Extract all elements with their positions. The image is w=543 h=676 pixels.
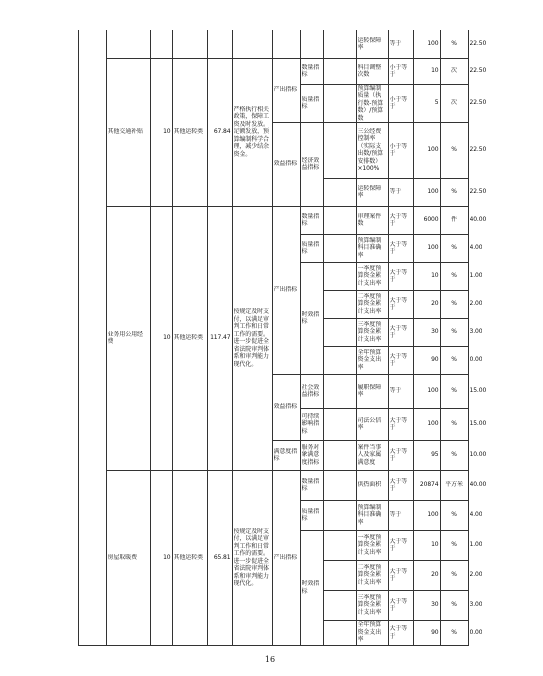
cell-border — [323, 122, 324, 178]
target-value: 90 — [431, 628, 439, 636]
cell-border — [323, 440, 469, 441]
cell-border — [413, 262, 414, 290]
cell-border — [356, 440, 357, 470]
cell-border — [323, 374, 324, 408]
cell-border — [388, 590, 389, 620]
cell-border — [300, 30, 301, 58]
cell-border — [207, 206, 208, 470]
level2-indicator: 质量指标 — [301, 95, 320, 110]
measure-unit: % — [451, 387, 457, 394]
cell-border — [150, 206, 151, 470]
indicator-name: 预算编制科目准确率 — [357, 236, 382, 259]
indicator-name: 供热面积 — [357, 481, 382, 488]
target-value: 90 — [431, 356, 439, 363]
cell-border — [232, 58, 233, 206]
cell-border — [172, 30, 173, 58]
comparison-operator: 等于 — [389, 511, 402, 518]
comparison-operator: 等于 — [389, 188, 402, 195]
score-weight: 15.00 — [469, 387, 487, 394]
cell-border — [413, 234, 414, 262]
cell-border — [172, 58, 173, 206]
cell-border — [172, 470, 173, 645]
cell-border — [323, 30, 324, 58]
cell-border — [150, 470, 151, 645]
cell-border — [323, 234, 324, 262]
cell-border — [78, 30, 79, 645]
comparison-operator: 大于等于 — [389, 625, 408, 640]
comparison-operator: 大于等于 — [389, 477, 408, 492]
score-weight: 2.00 — [469, 300, 483, 307]
cell-border — [440, 530, 441, 560]
cell-border — [323, 560, 469, 561]
cell-border — [272, 30, 273, 58]
target-value: 100 — [427, 40, 439, 47]
cell-border — [323, 206, 469, 207]
cell-border — [150, 30, 151, 58]
cell-border — [413, 560, 414, 590]
page-number: 16 — [264, 655, 276, 664]
score-weight: 2.00 — [469, 571, 483, 578]
cell-border — [388, 440, 389, 470]
target-value: 100 — [427, 188, 439, 195]
cell-border — [440, 500, 441, 530]
cell-border — [323, 58, 469, 59]
cell-border — [323, 620, 324, 645]
measure-unit: 次 — [451, 67, 457, 74]
indicator-name: 履职保障率 — [357, 383, 382, 398]
cell-border — [323, 620, 469, 621]
target-value: 100 — [427, 420, 439, 427]
cell-border — [323, 408, 324, 440]
cell-border — [323, 500, 324, 530]
cell-border — [323, 84, 324, 122]
indicator-name: 二季度预算资金累计支出率 — [357, 563, 382, 586]
project-name: 其他交通补贴 — [107, 128, 143, 135]
measure-unit: % — [451, 40, 457, 47]
cell-border — [323, 470, 469, 471]
cell-border — [356, 530, 357, 560]
level1-indicator: 产出指标 — [273, 553, 298, 561]
cell-border — [413, 620, 414, 645]
target-value: 20874 — [419, 481, 439, 488]
measure-unit: % — [451, 628, 457, 636]
funding-level: 10 — [163, 128, 171, 135]
funding-level: 10 — [163, 334, 171, 341]
cell-border — [440, 560, 441, 590]
score-weight: 22.50 — [469, 188, 487, 195]
cell-border — [388, 470, 389, 500]
cell-border — [207, 470, 208, 645]
cell-border — [413, 290, 414, 318]
measure-unit: % — [451, 328, 457, 335]
indicator-name: 司法公信率 — [357, 416, 382, 431]
measure-unit: % — [451, 356, 457, 363]
indicator-name: 全年预算资金支出率 — [357, 348, 382, 371]
cell-border — [356, 318, 357, 346]
cell-border — [300, 58, 301, 122]
level2-indicator: 社会效益指标 — [301, 383, 320, 398]
cell-border — [440, 234, 441, 262]
cell-border — [323, 290, 324, 318]
cell-border — [388, 58, 389, 84]
cell-border — [440, 58, 441, 84]
cell-border — [413, 374, 414, 408]
cell-border — [356, 206, 357, 234]
measure-unit: % — [451, 272, 457, 279]
cell-border — [356, 620, 357, 645]
cell-border — [232, 470, 233, 645]
cell-border — [440, 374, 441, 408]
score-weight: 1.00 — [469, 272, 483, 279]
comparison-operator: 大于等于 — [389, 268, 408, 283]
measure-unit: % — [451, 541, 457, 548]
score-weight: 22.50 — [469, 146, 487, 153]
measure-unit: 件 — [451, 216, 457, 223]
comparison-operator: 大于等于 — [389, 212, 408, 227]
measure-unit: % — [451, 188, 457, 195]
measure-unit: % — [451, 300, 457, 307]
level1-indicator: 效益指标 — [273, 160, 298, 167]
funding-type: 其他运转类 — [173, 553, 204, 561]
indicator-name: 一季度预算资金累计支出率 — [357, 264, 382, 287]
cell-border — [356, 470, 357, 500]
level2-indicator: 数量指标 — [301, 212, 320, 227]
cell-border — [413, 440, 414, 470]
target-value: 95 — [431, 451, 439, 458]
comparison-operator: 大于等于 — [389, 447, 408, 462]
score-weight: 0.00 — [469, 628, 483, 636]
level2-indicator: 数量指标 — [301, 477, 320, 492]
cell-border — [388, 500, 389, 530]
score-weight: 4.00 — [469, 511, 483, 518]
cell-border — [388, 290, 389, 318]
level1-indicator: 产出指标 — [273, 86, 298, 93]
level2-indicator: 时效指标 — [301, 580, 320, 595]
cell-border — [323, 206, 324, 234]
cell-border — [106, 30, 107, 58]
cell-border — [440, 178, 441, 206]
score-weight: 1.00 — [469, 541, 483, 548]
level2-indicator: 可持续影响指标 — [301, 412, 320, 435]
target-value: 5 — [434, 99, 439, 106]
level2-indicator: 服务对象满意度指标 — [301, 443, 320, 466]
cell-border — [323, 262, 469, 263]
comparison-operator: 大于等于 — [389, 324, 408, 339]
cell-border — [106, 470, 107, 645]
comparison-operator: 大于等于 — [389, 567, 408, 582]
score-weight: 3.00 — [469, 328, 483, 335]
indicator-name: 预算编制科目准确率 — [357, 503, 382, 526]
cell-border — [323, 440, 324, 470]
score-weight: 3.00 — [469, 601, 483, 608]
score-weight: 22.50 — [469, 67, 487, 74]
cell-border — [413, 470, 414, 500]
cell-border — [106, 58, 107, 206]
level2-indicator: 质量指标 — [301, 240, 320, 255]
level1-indicator: 满意度指标 — [273, 447, 298, 462]
measure-unit: % — [451, 420, 457, 427]
cell-border — [388, 234, 389, 262]
cell-border — [356, 500, 357, 530]
cell-border — [232, 30, 233, 58]
target-value: 100 — [427, 244, 439, 251]
cell-border — [413, 30, 414, 58]
target-value: 10 — [431, 67, 439, 74]
cell-border — [440, 290, 441, 318]
comparison-operator: 小于等于 — [389, 95, 408, 110]
cell-border — [356, 30, 357, 58]
cell-border — [207, 58, 208, 206]
cell-border — [323, 122, 469, 123]
cell-border — [440, 262, 441, 290]
cell-border — [388, 30, 389, 58]
indicator-name: 三季度预算资金累计支出率 — [357, 593, 382, 616]
level2-indicator: 时效指标 — [301, 310, 320, 325]
cell-border — [323, 590, 324, 620]
cell-border — [356, 408, 357, 440]
cell-border — [356, 84, 357, 122]
cell-border — [300, 374, 301, 440]
cell-border — [413, 122, 414, 178]
indicator-name: 三公经费控制率（实际支出数/预算安排数）×100% — [357, 127, 384, 172]
cell-border — [356, 178, 357, 206]
indicator-name: 运转保障率 — [357, 36, 382, 51]
cell-border — [323, 530, 469, 531]
budget-amount: 65.81 — [213, 553, 231, 561]
score-weight: 0.00 — [469, 356, 483, 363]
cell-border — [413, 530, 414, 560]
cell-border — [323, 262, 324, 290]
cell-border — [323, 234, 469, 235]
cell-border — [323, 178, 324, 206]
target-value: 10 — [431, 541, 439, 548]
cell-border — [440, 318, 441, 346]
cell-border — [356, 560, 357, 590]
cell-border — [440, 440, 441, 470]
cell-border — [388, 122, 389, 178]
comparison-operator: 等于 — [389, 40, 402, 47]
target-value: 30 — [431, 601, 439, 608]
cell-border — [413, 318, 414, 346]
indicator-name: 三季度预算资金累计支出率 — [357, 320, 382, 343]
cell-border — [440, 346, 441, 374]
cell-border — [413, 84, 414, 122]
funding-type: 其他运转类 — [173, 334, 204, 341]
measure-unit: % — [451, 571, 457, 578]
cell-border — [323, 290, 469, 291]
cell-border — [323, 500, 469, 501]
cell-border — [440, 84, 441, 122]
funding-type: 其他运转类 — [173, 128, 204, 135]
cell-border — [323, 590, 469, 591]
comparison-operator: 等于 — [389, 387, 402, 394]
cell-border — [323, 470, 324, 500]
cell-border — [323, 374, 469, 375]
cell-border — [323, 84, 469, 85]
target-value: 30 — [431, 328, 439, 335]
cell-border — [356, 122, 357, 178]
cell-border — [413, 500, 414, 530]
comparison-operator: 大于等于 — [389, 240, 408, 255]
measure-unit: % — [451, 244, 457, 251]
comparison-operator: 大于等于 — [389, 416, 408, 431]
comparison-operator: 大于等于 — [389, 537, 408, 552]
cell-border — [300, 206, 301, 374]
cell-border — [413, 58, 414, 84]
target-value: 100 — [427, 387, 439, 394]
measure-unit: % — [451, 511, 457, 518]
indicator-name: 一季度预算资金累计支出率 — [357, 533, 382, 556]
cell-border — [172, 206, 173, 470]
project-name: 房屋取暖费 — [107, 553, 138, 561]
score-weight: 40.00 — [469, 481, 487, 488]
level1-indicator: 产出指标 — [273, 286, 298, 293]
budget-amount: 67.84 — [213, 128, 231, 135]
cell-border — [272, 206, 273, 470]
measure-unit: % — [451, 601, 457, 608]
cell-border — [356, 58, 357, 84]
score-weight: 4.00 — [469, 244, 483, 251]
indicator-name: 审理案件数 — [357, 212, 382, 227]
cell-border — [388, 262, 389, 290]
target-value: 100 — [427, 511, 439, 518]
measure-unit: % — [451, 146, 457, 153]
cell-border — [440, 122, 441, 178]
target-value: 20 — [431, 571, 439, 578]
cell-border — [323, 346, 324, 374]
comparison-operator: 大于等于 — [389, 296, 408, 311]
indicator-name: 二季度预算资金累计支出率 — [357, 292, 382, 315]
indicator-name: 案件当事人及家属满意度 — [357, 443, 382, 466]
cell-border — [388, 620, 389, 645]
cell-border — [440, 30, 441, 58]
funding-level: 10 — [163, 553, 171, 561]
cell-border — [440, 206, 441, 234]
measure-unit: 平方米 — [445, 481, 463, 488]
indicator-name: 全年预算资金支出率 — [357, 621, 382, 643]
cell-border — [323, 408, 469, 409]
performance-goal: 严格执行相关政策，保障工资及时发放。足额发放，预算编制科学合理，减少结余资金。 — [233, 105, 269, 158]
cell-border — [300, 440, 301, 470]
indicator-name: 科目调整次数 — [357, 63, 382, 78]
cell-border — [440, 620, 441, 645]
score-weight: 15.00 — [469, 420, 487, 427]
cell-border — [106, 206, 107, 470]
cell-border — [323, 530, 324, 560]
score-weight: 22.50 — [469, 99, 487, 106]
cell-border — [272, 58, 273, 206]
cell-border — [388, 374, 389, 408]
cell-border — [440, 590, 441, 620]
comparison-operator: 大于等于 — [389, 597, 408, 612]
performance-goal: 按规定及时支付，以满足审判工作和日常工作的需要。进一步促进全省法院审判体系和审判能力现代化。 — [233, 308, 269, 368]
target-value: 6000 — [423, 216, 439, 223]
cell-border — [440, 408, 441, 440]
target-value: 10 — [431, 272, 439, 279]
level2-indicator: 经济效益指标 — [301, 156, 320, 171]
cell-border — [388, 408, 389, 440]
cell-border — [356, 590, 357, 620]
cell-border — [388, 530, 389, 560]
cell-border — [207, 30, 208, 58]
score-weight: 10.00 — [469, 451, 487, 458]
cell-border — [388, 318, 389, 346]
cell-border — [323, 178, 469, 179]
comparison-operator: 大于等于 — [389, 352, 408, 367]
indicator-name: 预算编制质量（执行数-预算数）/预算数 — [357, 84, 384, 122]
cell-border — [413, 178, 414, 206]
cell-border — [323, 318, 469, 319]
cell-border — [150, 58, 151, 206]
cell-border — [272, 470, 273, 645]
comparison-operator: 小于等于 — [389, 63, 408, 78]
cell-border — [413, 346, 414, 374]
cell-border — [413, 590, 414, 620]
cell-border — [356, 290, 357, 318]
target-value: 20 — [431, 300, 439, 307]
indicator-name: 运转保障率 — [357, 184, 382, 199]
cell-border — [356, 374, 357, 408]
cell-border — [440, 470, 441, 500]
cell-border — [388, 346, 389, 374]
cell-border — [388, 84, 389, 122]
score-weight: 40.00 — [469, 216, 487, 223]
project-name: 业务用公用经费 — [107, 330, 143, 345]
cell-border — [413, 408, 414, 440]
cell-border — [323, 318, 324, 346]
cell-border — [78, 645, 469, 646]
cell-border — [356, 262, 357, 290]
cell-border — [356, 234, 357, 262]
measure-unit: 次 — [451, 99, 457, 106]
cell-border — [323, 346, 469, 347]
comparison-operator: 小于等于 — [389, 142, 408, 157]
budget-amount: 117.47 — [210, 334, 231, 341]
cell-border — [388, 206, 389, 234]
cell-border — [388, 178, 389, 206]
level2-indicator: 质量指标 — [301, 507, 320, 522]
cell-border — [300, 470, 301, 645]
measure-unit: % — [451, 451, 457, 458]
level2-indicator: 数量指标 — [301, 63, 320, 78]
level1-indicator: 效益指标 — [273, 403, 298, 410]
cell-border — [323, 58, 324, 84]
target-value: 100 — [427, 146, 439, 153]
score-weight: 22.50 — [469, 40, 487, 47]
cell-border — [232, 206, 233, 470]
performance-goal: 按规定及时支付，以满足审判工作和日常工作的需要。进一步促进全省法院审判体系和审判能力现代化。 — [233, 527, 269, 587]
cell-border — [300, 122, 301, 206]
cell-border — [388, 560, 389, 590]
cell-border — [413, 206, 414, 234]
cell-border — [356, 346, 357, 374]
cell-border — [323, 560, 324, 590]
